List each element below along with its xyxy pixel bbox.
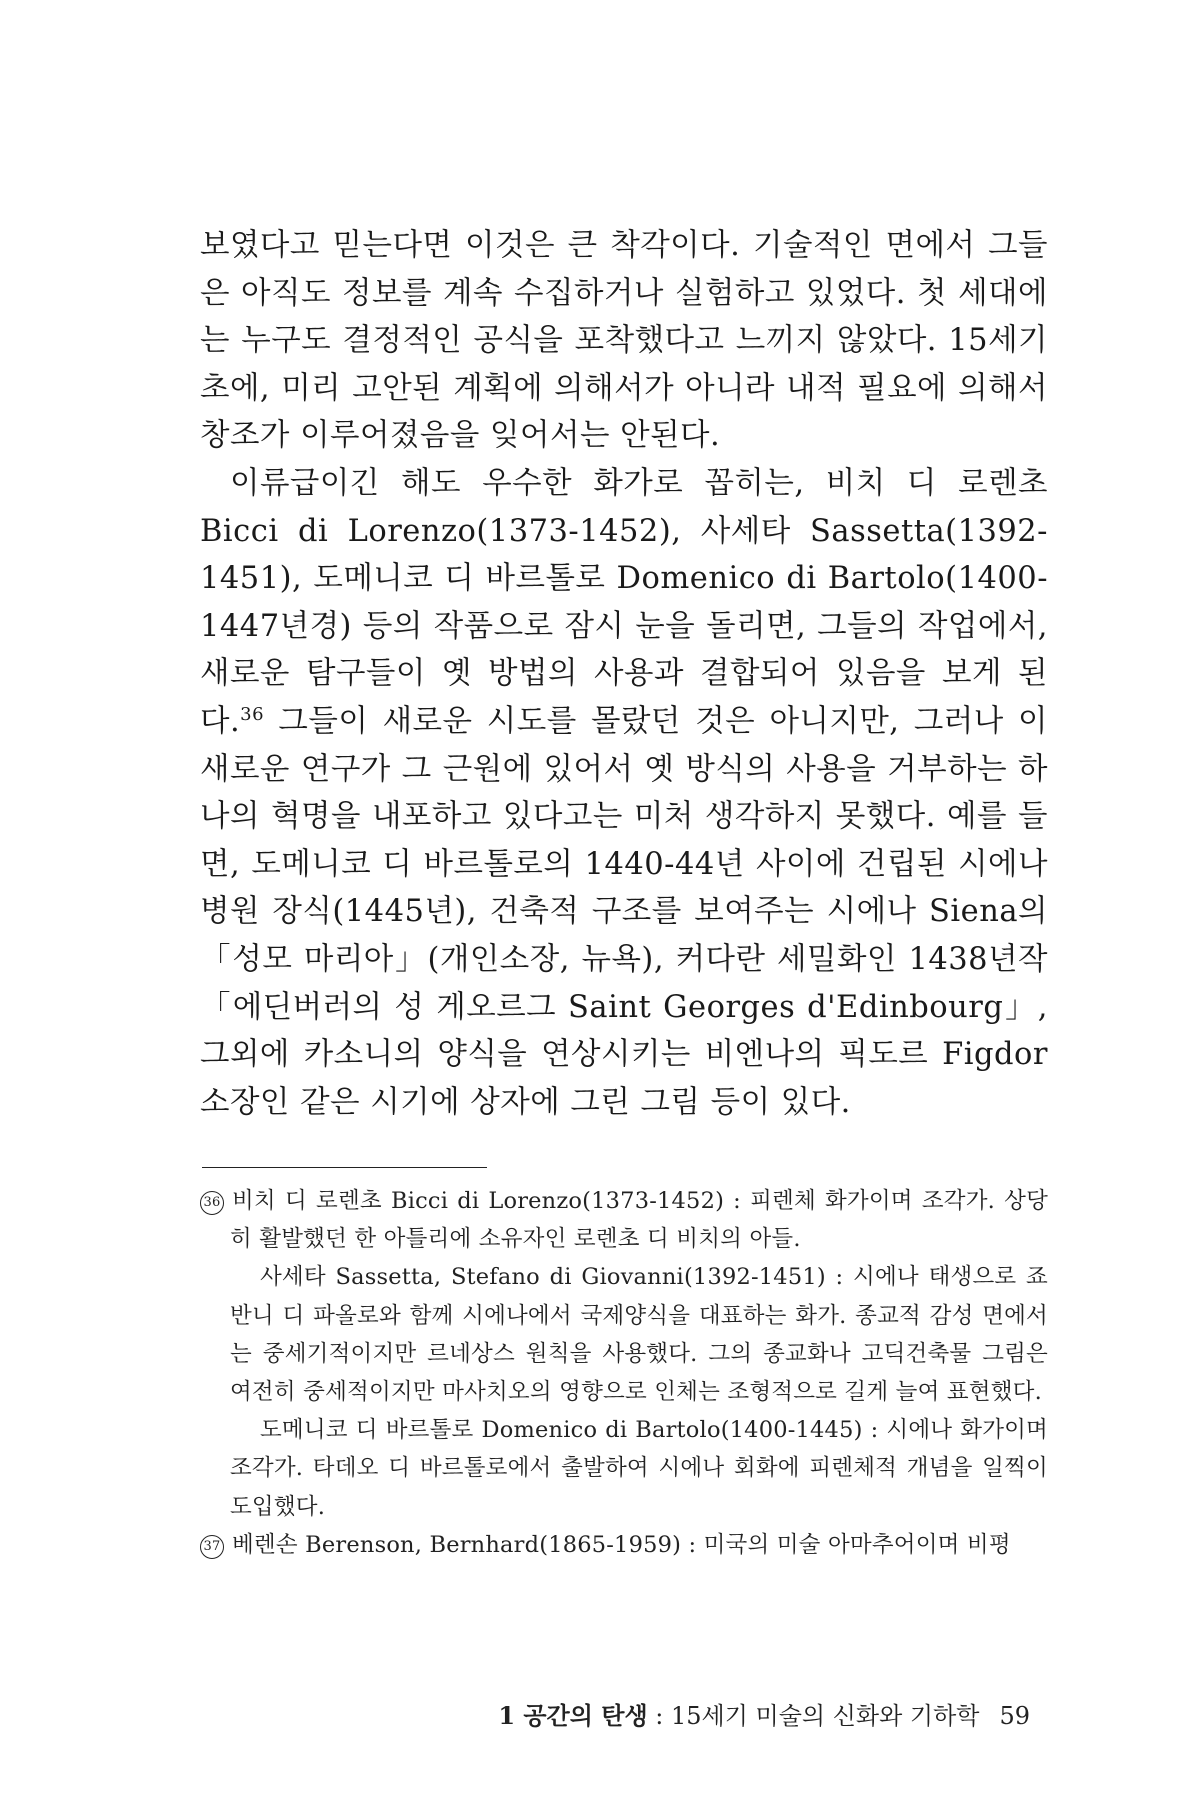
paragraph-2-part-a: 이류급이긴 해도 우수한 화가로 꼽히는, 비치 디 로렌초 Bicci di Lorenzo(1373-1452), 사세타 Sassetta(1392-1451), 도메니코 디 바르톨로 Domenico di Bartolo(1400-1447년경) 등의 작품으로 잠시 눈을 돌리면, 그들의 작업에서, 새로운 탐구들이 옛 방법의 사용과 결합되어 있음을 보게 된다. <box>200 465 1048 739</box>
running-footer <box>470 1696 1030 1731</box>
paragraph-2 <box>200 460 1048 1126</box>
footnote-marker-36: 36 <box>200 1191 224 1215</box>
footnote-36-sassetta: 사세타 Sassetta, Stefano di Giovanni(1392-1451) : 시에나 태생으로 죠반니 디 파올로와 함께 시에나에서 국제양식을 대표하는 화가. 종교적 감성 면에서는 중세기적이지만 르네상스 원칙을 사용했다. 그의 종교화나 고딕건축물 그림은 여전히 중세적이지만 마사치오의 영향으로 인체는 조형적으로 길게 늘여 표현했다. <box>230 1264 1048 1406</box>
page-number: 59 <box>999 1702 1030 1730</box>
footnote-37-berenson: 베렌손 Berenson, Bernhard(1865-1959) : 미국의 미술 아마추어이며 비평 <box>232 1531 1011 1558</box>
footnotes <box>200 1182 1048 1564</box>
footnote-ref-36[interactable]: 36 <box>240 703 265 725</box>
main-text <box>200 222 1048 1126</box>
chapter-subtitle: : 15세기 미술의 신화와 기하학 <box>647 1702 980 1730</box>
chapter-title: 1 공간의 탄생 <box>498 1701 648 1730</box>
paragraph-2-part-b: 그들이 새로운 시도를 몰랐던 것은 아니지만, 그러나 이 새로운 연구가 그 근원에 있어서 옛 방식의 사용을 거부하는 하나의 혁명을 내포하고 있다고는 미처 생각하지 못했다. 예를 들면, 도메니코 디 바르톨로의 1440-44년 사이에 건립된 시에나 병원 장식(1445년), 건축적 구조를 보여주는 시에나 Siena의 「성모 마리아」(개인소장, 뉴욕), 커다란 세밀화인 1438년작 「에딘버러의 성 게오르그 Saint Georges d'Edinbourg」, 그외에 카소니의 양식을 연상시키는 비엔나의 픽도르 Figdor 소장인 같은 시기에 상자에 그린 그림 등이 있다. <box>200 703 1048 1120</box>
footnote-marker-37: 37 <box>200 1535 224 1559</box>
footnote-divider <box>202 1167 487 1168</box>
footnote-36-domenico: 도메니코 디 바르톨로 Domenico di Bartolo(1400-1445) : 시에나 화가이며 조각가. 타데오 디 바르톨로에서 출발하여 시에나 회화에 피렌체적 개념을 일찍이 도입했다. <box>230 1417 1048 1520</box>
footnote-37 <box>200 1526 1048 1564</box>
footnote-36 <box>200 1182 1048 1258</box>
footnote-36-bicci: 비치 디 로렌초 Bicci di Lorenzo(1373-1452) : 피렌체 화가이며 조각가. 상당히 활발했던 한 아틀리에 소유자인 로렌초 디 비치의 아들. <box>230 1188 1048 1253</box>
paragraph-1: 보였다고 믿는다면 이것은 큰 착각이다. 기술적인 면에서 그들은 아직도 정보를 계속 수집하거나 실험하고 있었다. 첫 세대에는 누구도 결정적인 공식을 포착했다고 느끼지 않았다. 15세기 초에, 미리 고안된 계획에 의해서가 아니라 내적 필요에 의해서 창조가 이루어졌음을 잊어서는 안된다. <box>200 228 1048 454</box>
